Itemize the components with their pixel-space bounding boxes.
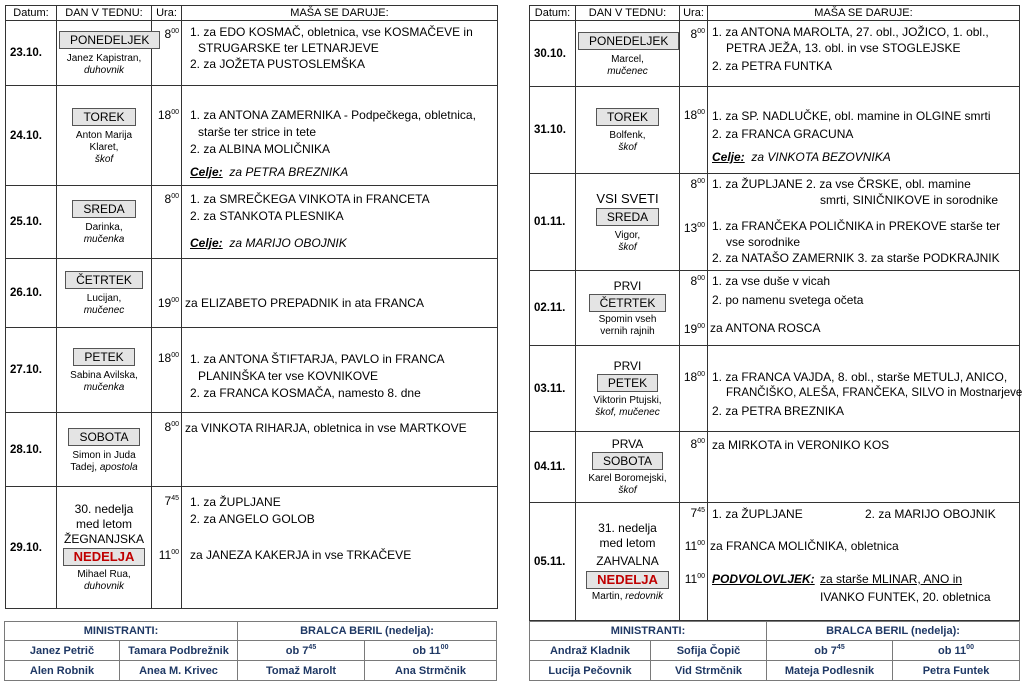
hours-cell (680, 174, 708, 271)
masses-cell (182, 413, 498, 487)
saint-role: škof (94, 153, 114, 165)
mass-time: $8^{00}$ (164, 420, 179, 434)
saint-role: redovnik (625, 590, 664, 602)
header-hour: Ura: (152, 6, 182, 21)
mass-intention: 2. za PETRA BREZNIKA (712, 404, 845, 418)
saint-name: Lucijan, (86, 293, 122, 304)
right-footer-table (529, 621, 1020, 681)
day-cell (576, 503, 680, 621)
day-cell (576, 21, 680, 87)
reading-time: ob $7^{45}$ (767, 641, 893, 661)
mass-intention: STRUGARSKE ter LETNARJEVE (198, 41, 379, 55)
day-cell (57, 487, 152, 609)
reading-time: ob $11^{00}$ (893, 641, 1020, 661)
hours-cell (152, 328, 182, 413)
hours-cell (152, 186, 182, 259)
reader: Tomaž Marolt (238, 661, 365, 681)
day-cell (576, 174, 680, 271)
header-day: DAN V TEDNU: (576, 6, 680, 21)
mass-intention: za ELIZABETO PREPADNIK in ata FRANCA (185, 296, 424, 310)
mass-time: $19^{00}$ (157, 296, 179, 310)
day-name-box: PONEDELJEK (578, 32, 679, 50)
left-schedule-table (5, 5, 498, 609)
day-name-box: SOBOTA (592, 452, 663, 470)
sunday-title: 30. nedelja (74, 502, 134, 516)
mass-intention: starše ter strice in tete (198, 125, 317, 139)
saint-name: Mihael Rua, (77, 569, 131, 580)
row-date: 02.11. (530, 271, 576, 346)
altar-server: Andraž Kladnik (530, 641, 651, 661)
masses-cell (708, 271, 1020, 346)
day-name-box: PONEDELJEK (59, 31, 160, 49)
mass-intention: 2. za PETRA FUNTKA (712, 59, 833, 73)
mass-intention: 2. za ALBINA MOLIČNIKA (190, 142, 331, 156)
mass-intention: za starše MLINAR, ANO in (820, 572, 963, 586)
altar-server: Anea M. Krivec (120, 661, 238, 681)
mass-time: $18^{00}$ (157, 351, 179, 365)
table-row (6, 259, 498, 328)
day-cell (57, 259, 152, 328)
table-row (530, 271, 1020, 346)
masses-cell (708, 346, 1023, 432)
masses-cell (182, 21, 498, 86)
reading-time: ob $11^{00}$ (365, 641, 497, 661)
day-cell (576, 271, 680, 346)
feast-title: VSI SVETI (596, 190, 659, 206)
table-row (530, 21, 1020, 87)
day-name-box: PETEK (73, 348, 134, 366)
table-row (530, 87, 1020, 174)
row-date: 29.10. (6, 487, 57, 609)
saint-name: Sabina Avilska, (70, 370, 138, 381)
table-row (530, 346, 1020, 432)
row-date: 26.10. (6, 259, 57, 328)
mass-intention: 1. za SP. NADLUČKE, obl. mamine in OLGINE smrti (712, 109, 991, 123)
saint-role: mučenka (83, 382, 125, 393)
hours-cell (680, 271, 708, 346)
mass-time: $18^{00}$ (683, 108, 705, 122)
mass-time: $13^{00}$ (683, 221, 705, 235)
saint-name: Karel Boromejski, (588, 473, 667, 484)
hours-cell (152, 86, 182, 186)
hours-cell (152, 487, 182, 609)
hours-cell (152, 259, 182, 328)
altar-server: Janez Petrič (5, 641, 120, 661)
hours-cell (680, 21, 708, 87)
saint-name: Anton Marija (75, 129, 133, 141)
reading-time: ob $7^{45}$ (238, 641, 365, 661)
row-date: 27.10. (6, 328, 57, 413)
reader: Mateja Podlesnik (767, 661, 893, 681)
saint-name: Marcel, (611, 53, 644, 65)
mass-time: $11^{00}$ (158, 548, 179, 562)
day-cell (576, 87, 680, 174)
mass-time: $8^{00}$ (164, 27, 179, 41)
table-row (6, 86, 498, 186)
altar-server: Tamara Podbrežnik (120, 641, 238, 661)
reader: Petra Funtek (893, 661, 1020, 681)
day-name-box: SREDA (596, 208, 659, 226)
header-day: DAN V TEDNU: (57, 6, 152, 21)
day-name-box: TOREK (596, 108, 659, 126)
saint-role: apostola (99, 461, 138, 473)
mass-intention: smrti, SINIČNIKOVE in sorodnike (820, 193, 999, 207)
saint-name: Vigor, (614, 229, 641, 241)
header-date: Datum: (530, 6, 576, 21)
hours-cell (680, 503, 708, 621)
masses-cell (182, 328, 498, 413)
podvolovljek-label: PODVOLOVLJEK: (712, 572, 815, 586)
day-name-box: ČETRTEK (65, 271, 143, 289)
day-cell (576, 432, 680, 503)
day-cell (57, 328, 152, 413)
mass-time: $18^{00}$ (157, 108, 179, 122)
mass-time: $8^{00}$ (690, 27, 705, 41)
saint-role: duhovnik (83, 65, 125, 76)
feast-title: PRVI (613, 358, 642, 373)
mass-intention: 1. za ŽUPLJANE (712, 507, 803, 521)
hours-cell (680, 432, 708, 503)
day-cell (576, 346, 680, 432)
day-cell (57, 413, 152, 487)
feast-title: PRVI (613, 278, 642, 293)
celje-intention: Celje: za VINKOTA BEZOVNIKA (712, 150, 891, 164)
day-cell (57, 86, 152, 186)
mass-time: $8^{00}$ (164, 192, 179, 206)
saint-name: Darinka, (85, 222, 123, 233)
mass-intention: 1. za ANTONA MAROLTA, 27. obl., JOŽICO, 1. obl., (712, 25, 989, 39)
altar-server: Lucija Pečovnik (530, 661, 651, 681)
saint-name: Tadej, (70, 461, 98, 473)
feast-title: ZAHVALNA (596, 553, 659, 568)
feast-title: PRVA (611, 437, 644, 451)
hours-cell (152, 413, 182, 487)
altar-server: Alen Robnik (5, 661, 120, 681)
mass-time: $11^{00}$ (684, 572, 705, 586)
day-name-box: SREDA (72, 200, 135, 218)
row-date: 03.11. (530, 346, 576, 432)
mass-intention: za ANTONA ROSCA (710, 321, 821, 335)
mass-intention: 2. za MARIJO OBOJNIK (865, 507, 996, 521)
day-cell (57, 21, 152, 86)
saint-name: vernih rajnih (600, 325, 655, 337)
table-row (6, 413, 498, 487)
mass-intention: 2. za NATAŠO ZAMERNIK 3. za starše PODKRAJNIK (712, 251, 1000, 265)
ministranti-heading: MINISTRANTI: (530, 622, 767, 641)
saint-role: mučenec (83, 305, 125, 316)
mass-time: $18^{00}$ (683, 370, 705, 384)
mass-intention: 1. za ANTONA ŠTIFTARJA, PAVLO in FRANCA (190, 352, 445, 366)
table-row (530, 174, 1020, 271)
mass-intention: 1. za vse duše v vicah (712, 274, 831, 288)
celje-intention: Celje: za PETRA BREZNIKA (190, 165, 349, 179)
day-name-box: TOREK (72, 108, 135, 126)
table-row (530, 503, 1020, 621)
mass-intention: PETRA JEŽA, 13. obl. in vse STOGLEJSKE (726, 41, 961, 55)
header-hour: Ura: (680, 6, 708, 21)
sunday-title: med letom (599, 535, 656, 550)
table-row (6, 21, 498, 86)
masses-cell (182, 86, 498, 186)
table-row (6, 328, 498, 413)
mass-intention: 2. za FRANCA GRACUNA (712, 127, 854, 141)
mass-intention: za JANEZA KAKERJA in vse TRKAČEVE (190, 548, 412, 562)
day-cell (57, 186, 152, 259)
saint-role: škof, mučenec (595, 406, 660, 418)
day-name-box: ČETRTEK (589, 294, 667, 312)
saint-name: Simon in Juda (72, 449, 136, 461)
mass-intention: 1. za ŽUPLJANE (190, 495, 281, 509)
mass-time: $11^{00}$ (684, 539, 705, 553)
saint-role: škof (618, 142, 637, 153)
mass-intention: 2. za ANGELO GOLOB (190, 512, 315, 526)
sunday-title: 31. nedelja (598, 520, 657, 535)
mass-time: $7^{45}$ (164, 494, 179, 508)
saint-name: Janez Kapistran, (66, 53, 142, 64)
hours-cell (680, 87, 708, 174)
mass-intention: 1. za ŽUPLJANE 2. za vse ČRSKE, obl. mamine (712, 177, 971, 191)
day-name-box: PETEK (597, 374, 658, 392)
saint-role: škof (618, 485, 637, 496)
celje-intention: Celje: za MARIJO OBOJNIK (190, 236, 347, 250)
masses-cell (708, 21, 1020, 87)
mass-intention: za VINKOTA RIHARJA, obletnica in vse MARTKOVE (185, 421, 467, 435)
mass-intention: vse sorodnike (726, 235, 801, 249)
saint-name: Viktorin Ptujski, (593, 394, 662, 406)
masses-cell (708, 432, 1020, 503)
mass-time: $8^{00}$ (690, 437, 705, 451)
masses-cell (182, 186, 498, 259)
mass-time: $8^{00}$ (690, 177, 705, 191)
table-row (6, 487, 498, 609)
saint-name: Klaret, (89, 141, 119, 153)
mass-intention: 1. za FRANČEKA POLIČNIKA in PREKOVE starše ter (712, 219, 1001, 233)
masses-cell (708, 503, 1020, 621)
row-date: 31.10. (530, 87, 576, 174)
row-date: 30.10. (530, 21, 576, 87)
mass-intention: 1. za SMREČKEGA VINKOTA in FRANCETA (190, 192, 430, 206)
row-date: 25.10. (6, 186, 57, 259)
hours-cell (680, 346, 708, 432)
mass-intention: za MIRKOTA in VERONIKO KOS (712, 438, 890, 452)
saint-name: Martin, (591, 590, 623, 602)
row-date: 05.11. (530, 503, 576, 621)
feast-title: ŽEGNANJSKA (63, 532, 144, 546)
day-name-box: NEDELJA (63, 548, 146, 566)
mass-intention: 2. za STANKOTA PLESNIKA (190, 209, 344, 223)
mass-intention: FRANČIŠKO, ALEŠA, FRANČEKA, SILVO in Mostnarjeve (726, 387, 1023, 399)
mass-intention: 2. po namenu svetega očeta (712, 293, 864, 307)
masses-cell (182, 487, 498, 609)
mass-intention: 2. za JOŽETA PUSTOSLEMŠKA (190, 57, 365, 71)
left-schedule-panel (5, 5, 498, 609)
mass-intention: za FRANCA MOLIČNIKA, obletnica (710, 539, 899, 553)
mass-intention: IVANKO FUNTEK, 20. obletnica (820, 590, 991, 604)
saint-role: škof (618, 241, 637, 253)
bralca-heading: BRALCA BERIL (nedelja): (238, 622, 497, 641)
masses-cell (708, 174, 1020, 271)
header-mass: MAŠA SE DARUJE: (708, 6, 1020, 21)
saint-role: duhovnik (83, 581, 125, 592)
masses-cell (708, 87, 1020, 174)
mass-time: $19^{00}$ (683, 322, 705, 336)
row-date: 01.11. (530, 174, 576, 271)
row-date: 23.10. (6, 21, 57, 86)
masses-cell (182, 259, 498, 328)
right-schedule-table (529, 5, 1023, 621)
bralca-heading: BRALCA BERIL (nedelja): (767, 622, 1020, 641)
right-schedule-panel (529, 5, 1023, 621)
saint-name: Bolfenk, (609, 130, 646, 141)
saint-name: Spomin vseh (598, 313, 657, 325)
altar-server: Vid Strmčnik (651, 661, 767, 681)
ministranti-heading: MINISTRANTI: (5, 622, 238, 641)
row-date: 28.10. (6, 413, 57, 487)
altar-server: Sofija Čopič (651, 641, 767, 661)
mass-time: $7^{45}$ (690, 506, 705, 520)
day-name-box: NEDELJA (586, 571, 669, 589)
header-date: Datum: (6, 6, 57, 21)
reader: Ana Strmčnik (365, 661, 497, 681)
mass-intention: 1. za ANTONA ZAMERNIKA - Podpečkega, obletnica, (190, 108, 476, 122)
table-row (6, 186, 498, 259)
mass-intention: PLANINŠKA ter vse KOVNIKOVE (198, 369, 379, 383)
row-date: 04.11. (530, 432, 576, 503)
mass-time: $8^{00}$ (690, 274, 705, 288)
hours-cell (152, 21, 182, 86)
row-date: 24.10. (6, 86, 57, 186)
left-footer-table (4, 621, 497, 681)
day-name-box: SOBOTA (68, 428, 139, 446)
saint-role: mučenka (83, 234, 125, 245)
mass-intention: 1. za FRANCA VAJDA, 8. obl., starše METULJ, ANICO, (712, 370, 1008, 384)
sunday-title: med letom (75, 517, 133, 531)
mass-intention: 1. za EDO KOSMAČ, obletnica, vse KOSMAČEVE in (190, 25, 473, 39)
header-mass: MAŠA SE DARUJE: (182, 6, 498, 21)
mass-intention: 2. za FRANCA KOSMAČA, namesto 8. dne (190, 386, 421, 400)
table-row (530, 432, 1020, 503)
saint-role: mučenec (607, 65, 648, 77)
